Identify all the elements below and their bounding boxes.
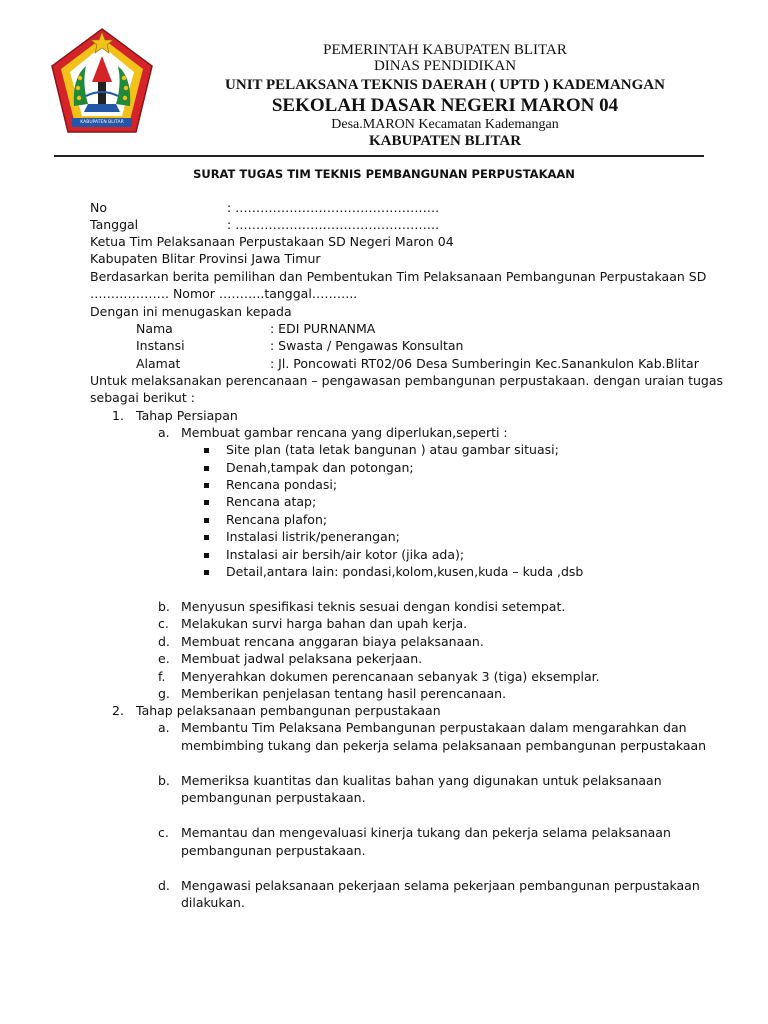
item-text: Membantu Tim Pelaksana Pembangunan perpustakaan dalam mengarahkan dan [181,720,687,735]
paragraph-line: sebagai berikut : [90,390,195,405]
item-letter: b. [158,599,170,614]
bullet-icon [204,466,209,471]
kop-uptd: UNIT PELAKSANA TEKNIS DAERAH ( UPTD ) KADEMANGAN [225,77,665,93]
bullet-icon [204,500,209,505]
bullet-item: Instalasi air bersih/air kotor (jika ada); [226,547,465,562]
bullet-item: Detail,antara lain: pondasi,kolom,kusen,kuda – kuda ,dsb [226,564,584,579]
section-title: Tahap Persiapan [136,408,238,423]
item-letter: d. [158,634,170,649]
alamat-value: : Jl. Poncowati RT02/06 Desa Sumberingin Kec.Sanankulon Kab.Blitar [270,356,699,371]
item-letter: d. [158,878,170,893]
kop-school-name: SEKOLAH DASAR NEGERI MARON 04 [271,95,619,116]
instansi-label: Instansi [136,338,185,353]
item-letter: a. [158,720,170,735]
item-letter: c. [158,616,169,631]
nama-value: : EDI PURNANMA [270,321,376,336]
kop-kabupaten: KABUPATEN BLITAR [368,133,522,149]
paragraph-line: Ketua Tim Pelaksanaan Perpustakaan SD Negeri Maron 04 [90,234,454,249]
item-text: membimbing tukang dan pekerja selama pelaksanaan pembangunan perpustakaan [181,738,707,753]
alamat-label: Alamat [136,356,181,371]
section-number: 2. [112,703,124,718]
bullet-item: Site plan (tata letak bangunan ) atau gambar situasi; [226,442,559,457]
bullet-icon [204,448,209,453]
item-text: pembangunan perpustakaan. [181,790,366,805]
nama-label: Nama [136,321,173,336]
bullet-icon [204,518,209,523]
item-text: Memeriksa kuantitas dan kualitas bahan yang digunakan untuk pelaksanaan [181,773,662,788]
bullet-item: Denah,tampak dan potongan; [226,460,414,475]
tanggal-value: : …………………………………………. [227,217,440,232]
document-title: SURAT TUGAS TIM TEKNIS PEMBANGUNAN PERPUSTAKAAN [193,167,575,181]
paragraph-line: Kabupaten Blitar Provinsi Jawa Timur [90,251,321,266]
logo-text: KABUPATEN BLITAR [80,120,124,125]
item-text: Menyerahkan dokumen perencanaan sebanyak 3 (tiga) eksemplar. [181,669,600,684]
no-label: No [90,200,107,215]
item-text: Membuat gambar rencana yang diperlukan,seperti : [181,425,508,440]
bullet-icon [204,483,209,488]
item-letter: c. [158,825,169,840]
tanggal-label: Tanggal [90,217,139,232]
bullet-item: Rencana plafon; [226,512,328,527]
kop-pemerintah: PEMERINTAH KABUPATEN BLITAR [323,42,567,58]
no-value: : …………………………………………. [227,200,440,215]
bullet-item: Instalasi listrik/penerangan; [226,529,400,544]
kabupaten-blitar-logo [48,26,156,138]
section-number: 1. [112,408,124,423]
paragraph-line: Berdasarkan berita pemilihan dan Pembentukan Tim Pelaksanaan Pembangunan Perpustakaan SD [90,269,707,284]
section-title: Tahap pelaksanaan pembangunan perpustakaan [136,703,441,718]
item-text: Menyusun spesifikasi teknis sesuai dengan kondisi setempat. [181,599,566,614]
item-text: Memantau dan mengevaluasi kinerja tukang dan pekerja selama pelaksanaan [181,825,671,840]
bullet-icon [204,570,209,575]
bullet-icon [204,553,209,558]
instansi-value: : Swasta / Pengawas Konsultan [270,338,464,353]
item-text: Memberikan penjelasan tentang hasil perencanaan. [181,686,507,701]
item-text: Membuat jadwal pelaksana pekerjaan. [181,651,423,666]
item-text: dilakukan. [181,895,245,910]
item-letter: f. [158,669,166,684]
item-letter: a. [158,425,170,440]
bullet-item: Rencana pondasi; [226,477,338,492]
item-text: Melakukan survi harga bahan dan upah kerja. [181,616,468,631]
paragraph-line: Dengan ini menugaskan kepada [90,304,292,319]
item-letter: e. [158,651,170,666]
bullet-item: Rencana atap; [226,494,317,509]
paragraph-line: Untuk melaksanakan perencanaan – pengawasan pembangunan perpustakaan. dengan uraian tugas [90,373,724,388]
item-letter: b. [158,773,170,788]
letterhead-divider [54,155,704,157]
item-letter: g. [158,686,170,701]
item-text: Mengawasi pelaksanaan pekerjaan selama pekerjaan pembangunan perpustakaan [181,878,700,893]
item-text: pembangunan perpustakaan. [181,843,366,858]
kop-desa: Desa.MARON Kecamatan Kademangan [331,117,559,132]
paragraph-line: ………………. Nomor ………..tanggal……….. [90,286,358,301]
bullet-icon [204,535,209,540]
item-text: Membuat rencana anggaran biaya pelaksanaan. [181,634,484,649]
kop-dinas: DINAS PENDIDIKAN [373,58,517,74]
